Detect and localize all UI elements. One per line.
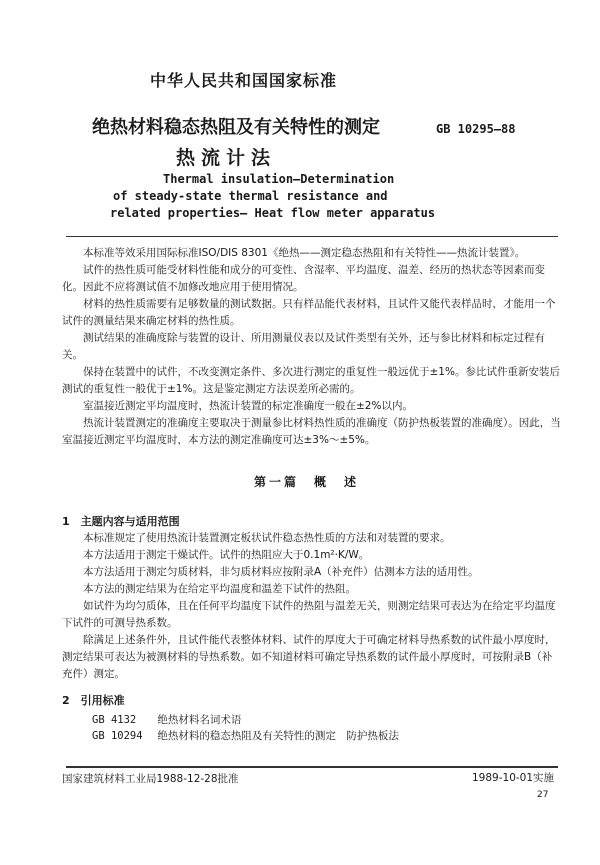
title-english-line2: of steady-state thermal resistance and (113, 189, 388, 203)
intro-paragraph: 保持在装置中的试件，不改变测定条件、多次进行测定的重复性一般远优于±1%。参比试件重新安装后测试的重复性一般优于±1%。这是鉴定测定方法误差所必需的。 (62, 366, 560, 395)
intro-paragraph: 本标准等效采用国际标准ISO/DIS 8301《绝热——测定稳态热阻和有关特性——热流计装置》。 (83, 247, 526, 259)
section-1-text (62, 530, 562, 683)
page-number: 27 (537, 790, 549, 800)
section-1-heading: 1 主题内容与适用范围 (62, 515, 180, 528)
part-title: 第一篇 概 述 (254, 475, 360, 489)
effective-date: 1989-10-01实施 (472, 772, 555, 784)
approval-note: 国家建筑材料工业局1988-12-28批准 (62, 773, 239, 785)
section-1-paragraph: 本方法的测定结果为在给定平均温度和温差下试件的热阻。 (83, 583, 356, 595)
intro-text (62, 245, 562, 449)
intro-paragraph: 室温接近测定平均温度时，热流计装置的标定准确度一般在±2%以内。 (83, 400, 413, 412)
standard-type-heading: 中华人民共和国国家标准 (150, 71, 338, 90)
section-1-paragraph: 本方法适用于测定匀质材料，非匀质材料应按附录A（补充件）估测本方法的适用性。 (83, 566, 479, 578)
section-1-paragraph: 除满足上述条件外，且试件能代表整体材料、试件的厚度大于可确定材料导热系数的试件最小厚度时，测定结果可表达为被测材料的导热系数。如不知道材料可确定导热系数的试件最小厚度时，可按附录B（补充件）测定。 (62, 634, 556, 680)
reference-title: 绝热材料的稳态热阻及有关特性的测定 防护热板法 (157, 730, 399, 742)
reference-code: GB 4132 (92, 714, 137, 726)
intro-paragraph: 热流计装置测定的准确度主要取决于测量参比材料热性质的准确度（防护热板装置的准确度）。因此，当室温接近测定平均温度时，本方法的测定准确度可达±3%～±5%。 (62, 417, 561, 446)
title-chinese-line2: 热流计法 (176, 147, 277, 169)
title-english-line3: related properties— Heat flow meter apparatus (110, 206, 436, 220)
section-1-paragraph: 如试件为均匀质体，且在任何平均温度下试件的热阻与温差无关，则测定结果可表达为在给定平均温度下试件的可测导热系数。 (62, 600, 556, 629)
section-1-paragraph: 本标准规定了使用热流计装置测定板状试件稳态热性质的方法和对装置的要求。 (83, 532, 451, 544)
reference-item (92, 712, 241, 727)
reference-item (92, 728, 399, 743)
title-english-line1: Thermal insulation—Determination (163, 172, 395, 186)
title-chinese-line1: 绝热材料稳态热阻及有关特性的测定 (92, 117, 380, 138)
section-2-heading: 2 引用标准 (62, 694, 125, 707)
intro-paragraph: 测试结果的准确度除与装置的设计、所用测量仪表以及试件类型有关外，还与参比材料和标定过程有关。 (62, 332, 545, 361)
footer-divider (66, 766, 558, 768)
intro-paragraph: 试件的热性质可能受材料性能和成分的可变性、含湿率、平均温度、温差、经历的热状态等因素而变化。因此不应将测试值不加修改地应用于使用情况。 (62, 264, 545, 293)
intro-paragraph: 材料的热性质需要有足够数量的测试数据。只有样品能代表材料，且试件又能代表样品时，才能用一个试件的测量结果来确定材料的热性质。 (62, 298, 556, 327)
header-divider (66, 236, 558, 237)
reference-code: GB 10294 (92, 730, 143, 742)
section-1-paragraph: 本方法适用于测定干燥试件。试件的热阻应大于0.1m²·K/W。 (83, 549, 370, 561)
standard-code: GB 10295—88 (436, 122, 516, 136)
reference-title: 绝热材料名词术语 (157, 714, 242, 726)
